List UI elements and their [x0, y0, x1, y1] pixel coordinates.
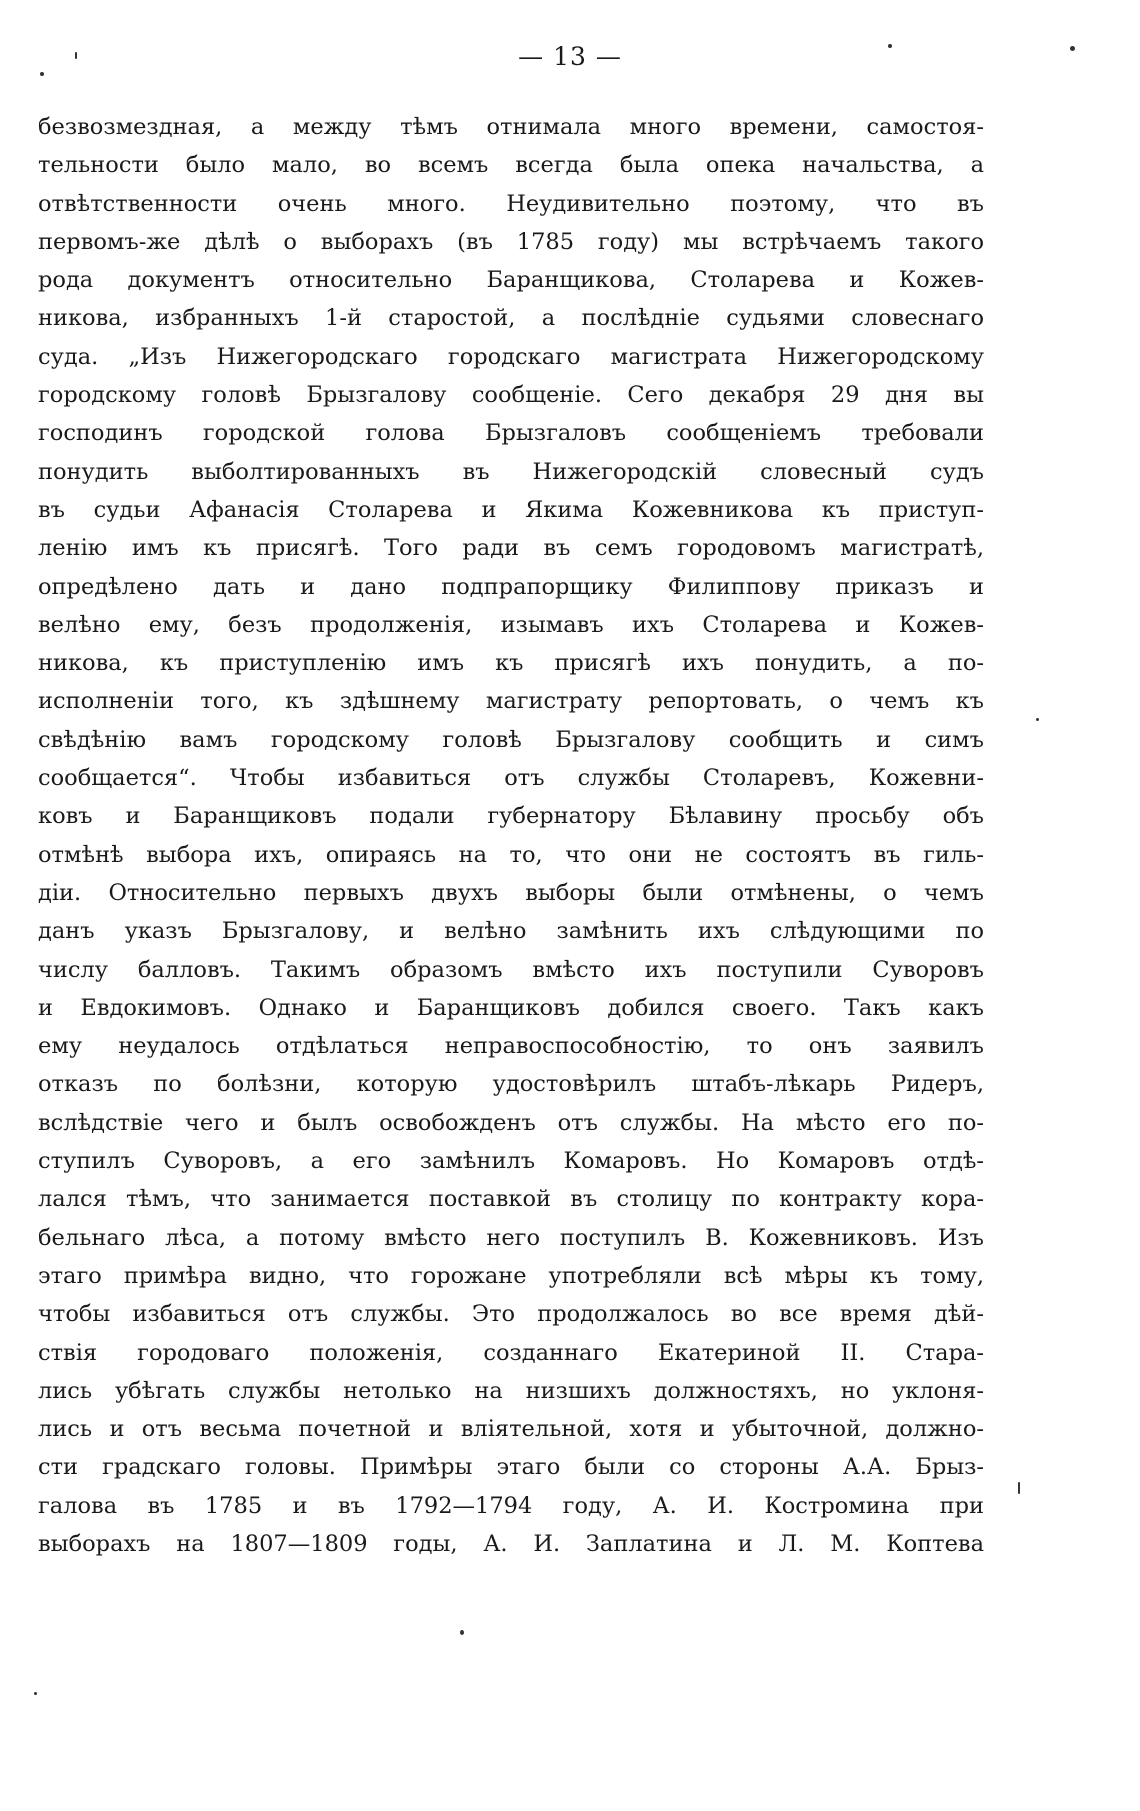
- text-line: никова, избранныхъ 1-й старостой, а послѣдніе судьями словеснаго: [38, 305, 984, 332]
- text-line: тельности было мало, во всемъ всегда была опека начальства, а: [38, 152, 984, 179]
- text-line: велѣно ему, безъ продолженія, изымавъ ихъ Столарева и Кожев-: [38, 611, 984, 638]
- text-line: сти градскаго головы. Примѣры этаго были со стороны А.А. Брыз-: [38, 1454, 984, 1481]
- text-line: понудить выболтированныхъ въ Нижегородскій словесный судъ: [38, 458, 984, 485]
- text-line: лись убѣгать службы нетолько на низшихъ должностяхъ, но уклоня-: [38, 1377, 984, 1404]
- text-line: лись и отъ весьма почетной и вліятельной, хотя и убыточной, должно-: [38, 1416, 984, 1443]
- text-line: исполненіи того, къ здѣшнему магистрату репортовать, о чемъ къ: [38, 688, 984, 715]
- scan-speck: [1018, 1482, 1020, 1494]
- text-line: въ судьи Афанасія Столарева и Якима Кожевникова къ приступ-: [38, 496, 984, 523]
- text-line: отвѣтственности очень много. Неудивительно поэтому, что въ: [38, 190, 984, 217]
- text-line: отказъ по болѣзни, которую удостовѣрилъ штабъ-лѣкарь Ридеръ,: [38, 1071, 984, 1098]
- text-line: вслѣдствіе чего и былъ освобожденъ отъ службы. На мѣсто его по-: [38, 1109, 984, 1136]
- page-number: — 13 —: [518, 42, 622, 71]
- text-line: ступилъ Суворовъ, а его замѣнилъ Комаровъ. Но Комаровъ отдѣ-: [38, 1148, 984, 1175]
- text-line: выборахъ на 1807—1809 годы, А. И. Заплатина и Л. М. Коптева: [38, 1530, 984, 1557]
- text-line: числу балловъ. Такимъ образомъ вмѣсто ихъ поступили Суворовъ: [38, 956, 984, 983]
- scan-speck: [1070, 46, 1075, 51]
- text-line: безвозмездная, а между тѣмъ отнимала много времени, самостоя-: [38, 114, 984, 140]
- text-line: и Евдокимовъ. Однако и Баранщиковъ добился своего. Такъ какъ: [38, 994, 984, 1021]
- text-line: лался тѣмъ, что занимается поставкой въ столицу по контракту кора-: [38, 1186, 984, 1213]
- text-line: чтобы избавиться отъ службы. Это продолжалось во все время дѣй-: [38, 1301, 984, 1328]
- text-line: опредѣлено дать и дано подпрапорщику Филиппову приказъ и: [38, 573, 984, 600]
- text-line: галова въ 1785 и въ 1792—1794 году, А. И. Костромина при: [38, 1492, 984, 1519]
- text-line: діи. Относительно первыхъ двухъ выборы были отмѣнены, о чемъ: [38, 879, 984, 906]
- scan-speck: [1036, 718, 1039, 721]
- scan-speck: [40, 72, 44, 76]
- scan-speck: [34, 1692, 37, 1695]
- text-line: сообщается“. Чтобы избавиться отъ службы Столаревъ, Кожевни-: [38, 765, 984, 792]
- text-line: бельнаго лѣса, а потому вмѣсто него поступилъ В. Кожевниковъ. Изъ: [38, 1224, 984, 1251]
- text-line: господинъ городской голова Брызгаловъ сообщеніемъ требовали: [38, 420, 984, 447]
- text-line: данъ указъ Брызгалову, и велѣно замѣнить ихъ слѣдующими по: [38, 918, 984, 945]
- text-line: отмѣнѣ выбора ихъ, опираясь на то, что они не состоятъ въ гиль-: [38, 841, 984, 868]
- scan-speck: [460, 1630, 464, 1635]
- text-line: рода документъ относительно Баранщикова, Столарева и Кожев-: [38, 267, 984, 294]
- text-line: ковъ и Баранщиковъ подали губернатору Бѣлавину просьбу объ: [38, 803, 984, 830]
- text-line: этаго примѣра видно, что горожане употребляли всѣ мѣры къ тому,: [38, 1262, 984, 1289]
- scan-speck: [75, 52, 77, 59]
- text-line: первомъ-же дѣлѣ о выборахъ (въ 1785 году) мы встрѣчаемъ такого: [38, 228, 984, 255]
- scan-speck: [888, 44, 892, 48]
- text-line: ленію имъ къ присягѣ. Того ради въ семъ городовомъ магистратѣ,: [38, 535, 984, 562]
- text-line: ему неудалось отдѣлаться неправоспособностію, то онъ заявилъ: [38, 1033, 984, 1060]
- text-line: свѣдѣнію вамъ городскому головѣ Брызгалову сообщить и симъ: [38, 726, 984, 753]
- text-line: ствія городоваго положенія, созданнаго Екатериной II. Стара-: [38, 1339, 984, 1366]
- text-line: суда. „Изъ Нижегородскаго городскаго магистрата Нижегородскому: [38, 343, 984, 370]
- text-line: городскому головѣ Брызгалову сообщеніе. Сего декабря 29 дня вы: [38, 382, 984, 409]
- body-text: [38, 108, 984, 1563]
- text-line: никова, къ приступленію имъ къ присягѣ ихъ понудить, а по-: [38, 650, 984, 677]
